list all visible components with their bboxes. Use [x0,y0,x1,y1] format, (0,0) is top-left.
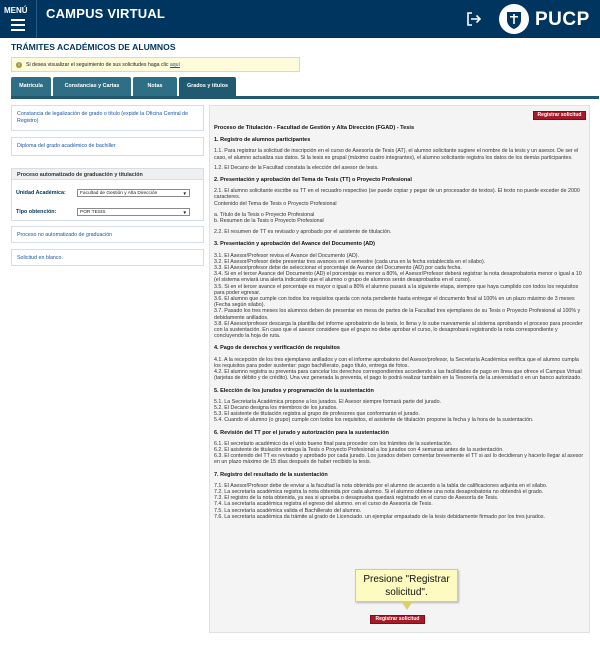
sidebar-item-solicitud-blanco[interactable]: Solicitud en blanco. [11,249,204,266]
section-7-block [214,483,586,520]
section-4-title: 4. Pago de derechos y verificación de requisitos [214,345,340,352]
tab-underline [11,96,599,99]
callout-pointer [401,601,413,610]
section-3-title: 3. Presentación y aprobación del Avance del Documento (AD) [214,241,375,248]
doc-title: Proceso de Titulación - Facultad de Gestión y Alta Dirección (FGAD) - Tesis [214,125,415,131]
tab-matricula[interactable]: Matrícula [11,77,51,96]
section-4-p2: 4.2. El alumno registra su preventa para cancelar los derechos correspondientes accediendo a las facilidades de pago en línea que ofrece el Campus Virtual (tarjetas de débito y de crédito). Una vez generada la preventa, el pago lo podrá realizar también en la Tesorería de la universidad o en un banco autorizado. [214,369,582,382]
info-link[interactable]: aquí [169,62,181,68]
menu-button[interactable] [0,0,37,38]
sidebar-item-diploma-bachiller[interactable]: Diploma del grado académico de bachiller [11,137,204,156]
section-4-block [214,357,586,382]
info-icon: i [16,62,22,68]
section-5-title: 5. Elección de los jurados y programación de la sustentación [214,387,374,394]
section-4-p1: 4.1. A la recepción de los tres ejemplares anillados y con el informe aprobatorio del Asesor/profesor, la Secretaría Académica verifica que el alumno cumpla los requisitos para poder sustentar: pago bachillerato, pago título, entrega de fotos. [214,356,579,369]
section-3-p5: 3.5. Si en el tercer avance el porcentaje es mayor o igual a 80% el alumno pasará a la siguiente etapa, siempre que haya cumplido con todos los requisitos para poder egresar. [214,283,579,296]
section-3-p1: 3.1. El Asesor/Profesor revisa el Avance del Documento (AD). [214,252,360,259]
section-3-p8: 3.8. El Asesor/profesor descarga la plantilla del informe aprobatorio de la tesis, lo llena y lo sube nuevamente al sistema aprobando el proceso para proceder con la sustentación. En caso que el asesor considere que el grupo no debe aprobar el curso, lo desaprobará registrando la nota correspondiente y concluyendo la hoja de ruta. [214,320,583,340]
tipo-obtencion-label: Tipo obtención: [16,209,57,215]
section-3-block [214,253,586,340]
section-1-title: 1. Registro de alumnos participantes [214,137,311,144]
section-6-p3: 6.3. El contenido del TT es revisado y aprobado por cada jurado. Los jurados deben comentar brevemente el TT si así lo decidieran y hacerlo llegar al asesor en un plazo máximo de 15 días después de haber recibido la tesis. [214,453,584,466]
section-1-p1: 1.1. Para registrar la solicitud de inscripción en el curso de Asesoría de Tesis (AT), el alumno solicitante sugiere el nombre de la tesis y un asesor. De ser el caso, el alumno actualiza sus datos. Si la tesis es grupal (máximo cuatro integrantes), el alumno solicitante registra los datos de los demás participantes. [214,148,579,161]
top-bar [0,0,600,38]
app-title: CAMPUS VIRTUAL [46,6,166,21]
section-5-block [214,399,586,424]
section-7-p4: 7.4. La secretaría académica registra el egreso del alumno. en el curso de Asesoría de Tesis. [214,501,433,508]
chevron-down-icon: ▼ [182,210,187,215]
section-3-p6: 3.6. El alumno que cumple con todos los requisitos queda con nota pendiente hasta entregar el documento final al 100% en un plazo máximo de 3 meses (Fecha según silabo). [214,296,575,309]
section-5-p3: 5.3. El asistente de titulación registra al grupo de profesores que conformarán el jurado. [214,411,420,418]
section-6-p2: 6.2. El asistente de titulación entrega la Tesis o Proyecto Profesional a los jurados con 4 semanas antes de la sustentación. [214,446,504,453]
section-2-block-a [214,188,586,207]
section-2-p3: a. Título de la Tesis o Proyecto Profesional [214,211,315,218]
section-7-p5: 7.5. La secretaría académica valida el Bachillerato del alumno. [214,507,362,514]
section-5-p2: 5.2. El Decano designa los miembros de los jurados. [214,404,338,411]
section-7-p3: 7.3. El registro de la nota obtenida, ya sea si aprueba o desaprueba quedará registrado en el curso de Asesoría de Tesis. [214,495,499,502]
tipo-obtencion-value: POR TESIS [80,210,106,215]
menu-label: MENÚ [4,6,28,15]
section-3-p3: 3.3. El Asesor/profesor debe de seleccionar el porcentaje de Avance del Documento (AD) por cada fecha. [214,265,462,272]
info-bar [11,57,300,72]
section-3-p7: 3.7. Pasado los tres meses los alumnos deben de presentar en mesa de partes de la Facultad tres ejemplares de su Tesis o Proyecto Profesional al 100% y debidamente anillados. [214,308,581,321]
info-message: Si desea visualizar el seguimiento de sus solicitudes haga clic [26,62,169,68]
section-3-p2: 3.2. El Asesor/Profesor debe presentar tres avances en el semestre (cada una en la fecha establecida en el silabo). [214,258,486,265]
section-7-title: 7. Registro del resultado de la sustentación [214,471,328,478]
sidebar-item-proceso-no-automatizado[interactable]: Proceso no automatizado de graduación [11,226,204,243]
sidebar-item-constancia-legalizacion[interactable]: Constancia de legalización de grado o título (expide la Oficina Central de Registro) [11,105,204,131]
hamburger-icon [11,19,25,34]
page-title: TRÁMITES ACADÉMICOS DE ALUMNOS [11,42,176,52]
section-5-p4: 5.4. Cuando el alumno (o grupo) cumple con todos los requisitos, el asistente de titulación propone la fecha y la hora de la sustentación. [214,417,534,424]
info-text [26,62,180,68]
instruction-callout: Presione "Registrar solicitud". [355,569,458,602]
section-6-block [214,441,586,466]
unidad-academica-select[interactable] [77,189,190,197]
section-2-block-b [214,212,586,224]
registrar-solicitud-button-bottom[interactable]: Registrar solicitud [370,615,425,624]
logout-icon[interactable] [466,11,482,27]
section-2-p2: Contenido del Tema de Tesis o Proyecto Profesional [214,200,337,207]
pucp-logo[interactable] [498,3,598,35]
section-2-title: 2. Presentación y aprobación del Tema de Tesis (TT) o Proyecto Profesional [214,177,412,184]
unidad-academica-value: Facultad de Gestión y Alta Dirección [80,191,158,196]
logo-text: PUCP [535,9,590,30]
section-7-p1: 7.1. El Asesor/Profesor debe de enviar a la facultad la nota obtenida por el alumno de acuerdo a la tabla de calificaciones adjunta en el silabo. [214,482,548,489]
section-7-p6: 7.6. La secretaría académica da trámite al grado de Licenciado. un ejemplar empastado de la tesis debidamente firmado por los tres jurados. [214,513,545,520]
section-6-p1: 6.1. El secretario académico da el visto bueno final para proceder con los trámites de la sustentación. [214,440,453,447]
section-2-p1: 2.1. El alumno solicitante escribe su TT en el recuadro respectivo (se puede copiar y pegar de un procesador de textos). El texto no puede exceder de 2000 caracteres. [214,188,580,201]
section-3-p4: 3.4. Si en el tercer Avance del Documento (AD) el porcentaje es menor a 80%, el Asesor/Profesor deberá registrar la nota desaprobatoria menor o igual a 10 (el sistema enviará una alerta indicando que el alumno o grupo de alumnos serán desaprobados en el curso). [214,271,582,284]
unidad-academica-label: Unidad Académica: [16,190,66,196]
section-6-title: 6. Revisión del TT por el jurado y autorización para la sustentación [214,429,389,436]
section-7-p2: 7.2. La secretaría académica registra la nota obtenida por cada alumno. Si el alumno obtiene una nota desaprobatoria no obtendrá el grado. [214,488,544,495]
main-panel [209,105,590,633]
tab-constancias-cartas[interactable]: Constancias y Cartas [53,77,131,96]
process-document [214,125,586,525]
tab-notas[interactable]: Notas [133,77,177,96]
section-5-p1: 5.1. La Secretaría Académica propone a los jurados. El Asesor siempre formará parte del jurado. [214,398,442,405]
pucp-shield-icon [498,3,530,35]
chevron-down-icon: ▼ [182,191,187,196]
tipo-obtencion-select[interactable] [77,208,190,216]
registrar-solicitud-button-top[interactable]: Registrar solicitud [533,111,586,120]
proceso-automatizado-header: Proceso automatizado de graduación y titulación [11,168,204,180]
tab-grados-titulos[interactable]: Grados y títulos [179,77,236,96]
section-2-p5: 2.2. El resumen de TT es revisado y aprobado por el asistente de titulación. [214,229,392,236]
section-1-p2: 1.2. El Decano de la Facultad constata la elección del asesor de tesis. [214,164,379,171]
section-2-p4: b. Resumen de la Tesis o Proyecto Profesional [214,218,324,225]
